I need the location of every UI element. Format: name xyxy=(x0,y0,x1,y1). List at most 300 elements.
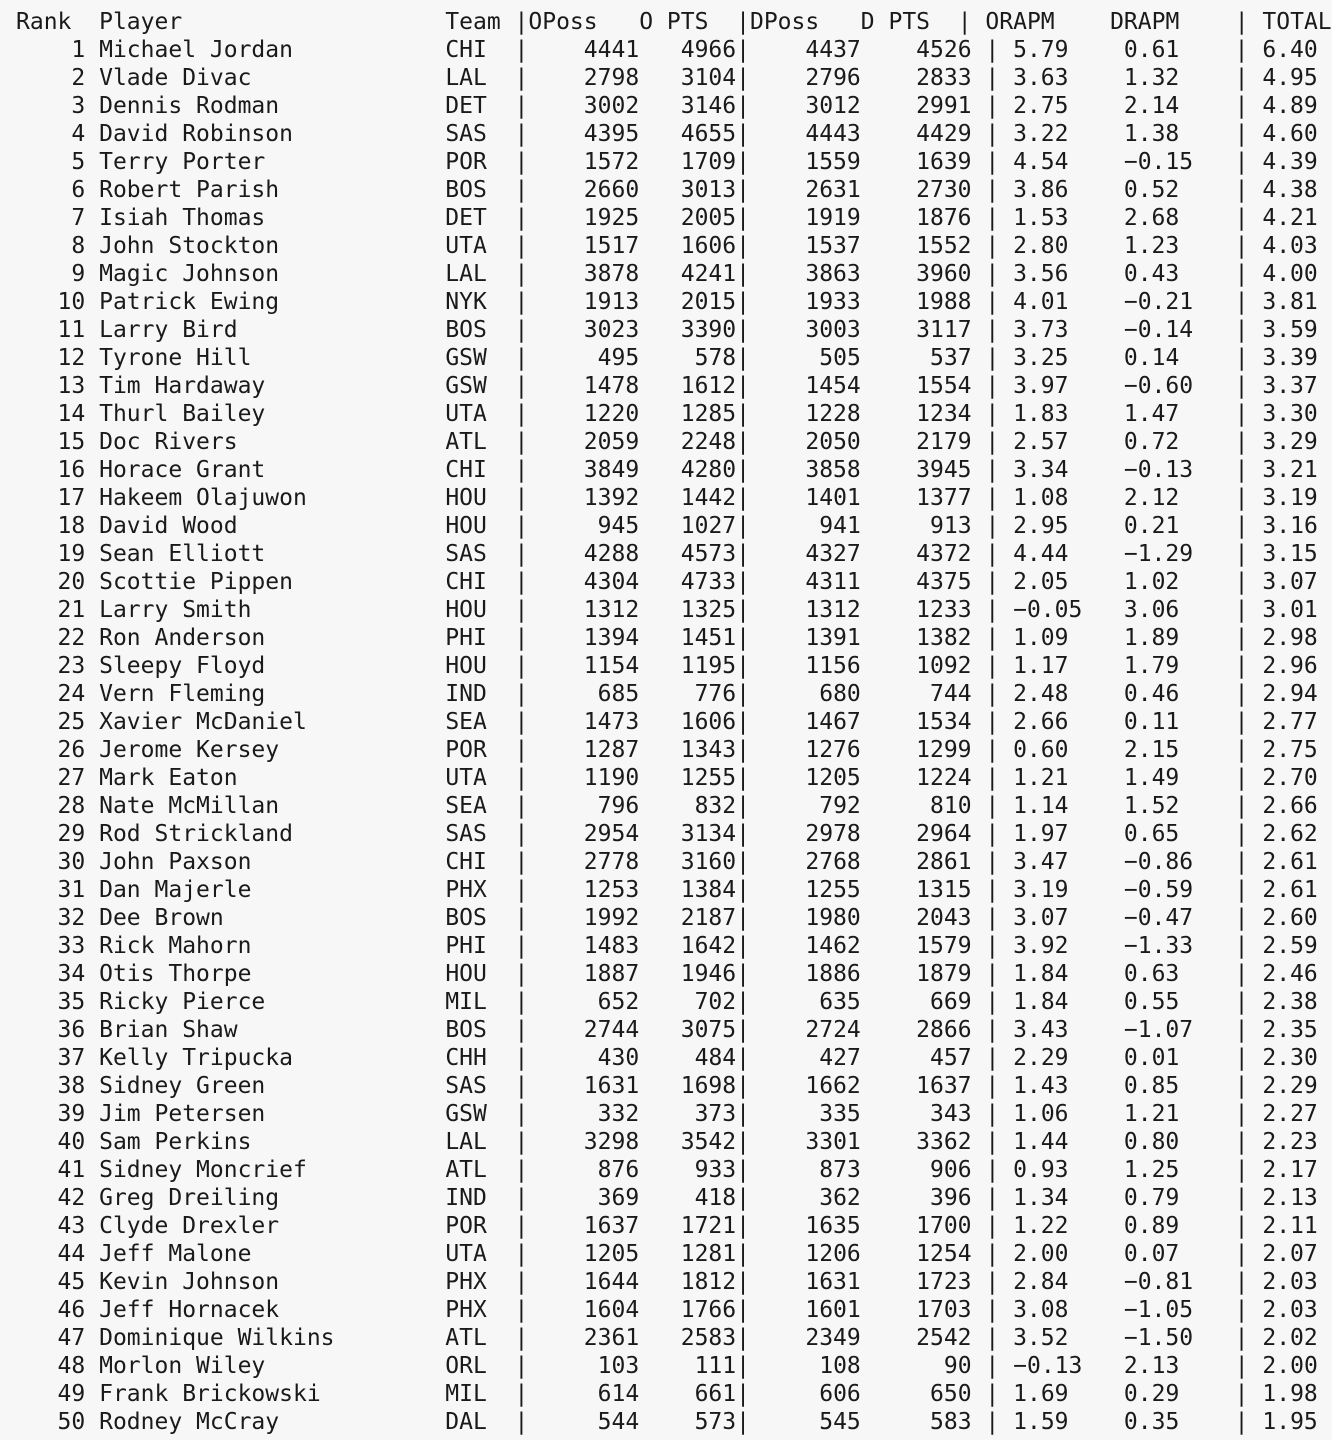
oposs-cell: 430 xyxy=(597,1045,640,1071)
dposs-cell: 1662 xyxy=(805,1073,861,1099)
rank-cell: 3 xyxy=(71,93,86,119)
orapm-cell: 3.19 xyxy=(1013,877,1069,903)
rank-cell: 32 xyxy=(57,905,86,931)
orapm-cell: 2.57 xyxy=(1013,429,1069,455)
dposs-cell: 108 xyxy=(819,1353,861,1379)
oposs-cell: 3023 xyxy=(583,317,640,343)
o-pts-cell: 3390 xyxy=(680,317,737,343)
d-pts-cell: 583 xyxy=(930,1409,972,1435)
drapm-cell: 3.06 xyxy=(1123,597,1180,623)
oposs-cell: 1913 xyxy=(583,289,640,315)
header-orapm: ORAPM xyxy=(985,9,1055,35)
team-cell: UTA xyxy=(445,1241,487,1267)
player-name: Jerome Kersey xyxy=(99,737,280,763)
oposs-cell: 1483 xyxy=(583,933,640,959)
rank-cell: 30 xyxy=(57,849,86,875)
orapm-cell: 3.34 xyxy=(1013,457,1069,483)
oposs-cell: 3849 xyxy=(583,457,640,483)
total-cell: 3.59 xyxy=(1262,317,1318,343)
player-name: Larry Smith xyxy=(99,597,252,623)
d-pts-cell: 2991 xyxy=(916,93,972,119)
o-pts-cell: 4966 xyxy=(680,37,737,63)
dposs-cell: 1559 xyxy=(805,149,861,175)
orapm-cell: 3.22 xyxy=(1013,121,1069,147)
team-cell: DET xyxy=(445,205,487,231)
orapm-cell: 2.80 xyxy=(1013,233,1069,259)
player-name: John Stockton xyxy=(99,233,280,259)
dposs-cell: 1537 xyxy=(805,233,861,259)
oposs-cell: 685 xyxy=(597,681,640,707)
player-name: Tim Hardaway xyxy=(99,373,266,399)
player-name: Ron Anderson xyxy=(99,625,266,651)
dposs-cell: 1919 xyxy=(805,205,861,231)
total-cell: 4.38 xyxy=(1262,177,1318,203)
dposs-cell: 335 xyxy=(819,1101,861,1127)
d-pts-cell: 2964 xyxy=(916,821,972,847)
drapm-cell: −0.15 xyxy=(1123,149,1194,175)
team-cell: PHX xyxy=(445,877,487,903)
total-cell: 3.81 xyxy=(1262,289,1318,315)
o-pts-cell: 484 xyxy=(694,1045,737,1071)
player-name: Vlade Divac xyxy=(99,65,252,91)
rank-cell: 24 xyxy=(57,681,86,707)
rank-cell: 21 xyxy=(57,597,86,623)
o-pts-cell: 4280 xyxy=(680,457,737,483)
d-pts-cell: 2179 xyxy=(916,429,972,455)
orapm-cell: 2.84 xyxy=(1013,1269,1069,1295)
total-cell: 2.70 xyxy=(1262,765,1318,791)
drapm-cell: 2.15 xyxy=(1123,737,1180,763)
oposs-cell: 876 xyxy=(597,1157,640,1183)
drapm-cell: 1.02 xyxy=(1123,569,1180,595)
drapm-cell: 0.21 xyxy=(1123,513,1180,539)
player-name: Jeff Hornacek xyxy=(99,1297,280,1323)
oposs-cell: 2954 xyxy=(583,821,640,847)
dposs-cell: 362 xyxy=(819,1185,861,1211)
total-cell: 2.98 xyxy=(1262,625,1318,651)
d-pts-cell: 1637 xyxy=(916,1073,972,1099)
player-name: Terry Porter xyxy=(99,149,266,175)
drapm-cell: 0.63 xyxy=(1123,961,1180,987)
dposs-cell: 4437 xyxy=(805,37,861,63)
dposs-cell: 3003 xyxy=(805,317,861,343)
total-cell: 4.03 xyxy=(1262,233,1318,259)
rank-cell: 1 xyxy=(71,37,86,63)
rank-cell: 26 xyxy=(57,737,86,763)
d-pts-cell: 3117 xyxy=(916,317,972,343)
d-pts-cell: 1234 xyxy=(916,401,972,427)
orapm-cell: −0.05 xyxy=(1013,597,1083,623)
d-pts-cell: 1377 xyxy=(916,485,972,511)
team-cell: BOS xyxy=(445,317,487,343)
drapm-cell: −0.21 xyxy=(1123,289,1194,315)
team-cell: HOU xyxy=(445,653,487,679)
orapm-cell: 3.92 xyxy=(1013,933,1069,959)
total-cell: 4.95 xyxy=(1262,65,1318,91)
team-cell: IND xyxy=(445,681,487,707)
dposs-cell: 1462 xyxy=(805,933,861,959)
dposs-cell: 1391 xyxy=(805,625,861,651)
d-pts-cell: 396 xyxy=(930,1185,972,1211)
player-name: Robert Parish xyxy=(99,177,280,203)
drapm-cell: −0.60 xyxy=(1123,373,1194,399)
oposs-cell: 1190 xyxy=(583,765,640,791)
orapm-cell: 0.93 xyxy=(1013,1157,1069,1183)
total-cell: 3.07 xyxy=(1262,569,1318,595)
team-cell: LAL xyxy=(445,261,487,287)
o-pts-cell: 111 xyxy=(694,1353,737,1379)
orapm-cell: −0.13 xyxy=(1013,1353,1083,1379)
drapm-cell: −1.07 xyxy=(1123,1017,1194,1043)
total-cell: 3.37 xyxy=(1262,373,1318,399)
oposs-cell: 1637 xyxy=(583,1213,640,1239)
o-pts-cell: 1442 xyxy=(680,485,737,511)
oposs-cell: 4441 xyxy=(583,37,640,63)
dposs-cell: 606 xyxy=(819,1381,861,1407)
team-cell: CHI xyxy=(445,37,487,63)
rank-cell: 18 xyxy=(57,513,86,539)
drapm-cell: −0.86 xyxy=(1123,849,1194,875)
o-pts-cell: 2583 xyxy=(680,1325,737,1351)
orapm-cell: 2.66 xyxy=(1013,709,1069,735)
drapm-cell: 1.79 xyxy=(1123,653,1180,679)
oposs-cell: 1887 xyxy=(583,961,640,987)
rank-cell: 44 xyxy=(57,1241,86,1267)
dposs-cell: 2978 xyxy=(805,821,861,847)
total-cell: 2.62 xyxy=(1262,821,1318,847)
orapm-cell: 3.08 xyxy=(1013,1297,1069,1323)
drapm-cell: 0.80 xyxy=(1123,1129,1180,1155)
drapm-cell: 0.14 xyxy=(1123,345,1180,371)
total-cell: 3.01 xyxy=(1262,597,1318,623)
dposs-cell: 3301 xyxy=(805,1129,861,1155)
orapm-cell: 3.52 xyxy=(1013,1325,1069,1351)
team-cell: UTA xyxy=(445,765,487,791)
oposs-cell: 1517 xyxy=(583,233,640,259)
team-cell: PHI xyxy=(445,933,487,959)
rank-cell: 15 xyxy=(57,429,86,455)
team-cell: POR xyxy=(445,1213,487,1239)
drapm-cell: 1.89 xyxy=(1123,625,1180,651)
team-cell: CHI xyxy=(445,457,487,483)
drapm-cell: 0.85 xyxy=(1123,1073,1180,1099)
orapm-cell: 5.79 xyxy=(1013,37,1069,63)
team-cell: LAL xyxy=(445,1129,487,1155)
player-name: Brian Shaw xyxy=(99,1017,238,1043)
player-name: Morlon Wiley xyxy=(99,1353,266,1379)
dposs-cell: 1601 xyxy=(805,1297,861,1323)
o-pts-cell: 1285 xyxy=(680,401,737,427)
orapm-cell: 2.29 xyxy=(1013,1045,1069,1071)
orapm-cell: 2.95 xyxy=(1013,513,1069,539)
player-name: Kevin Johnson xyxy=(99,1269,280,1295)
player-name: Frank Brickowski xyxy=(99,1381,321,1407)
o-pts-cell: 1642 xyxy=(680,933,737,959)
o-pts-cell: 1812 xyxy=(680,1269,737,1295)
total-cell: 6.40 xyxy=(1262,37,1318,63)
rank-cell: 50 xyxy=(57,1409,86,1435)
player-name: Otis Thorpe xyxy=(99,961,252,987)
team-cell: MIL xyxy=(445,1381,487,1407)
orapm-cell: 1.43 xyxy=(1013,1073,1069,1099)
oposs-cell: 495 xyxy=(597,345,640,371)
oposs-cell: 1253 xyxy=(583,877,640,903)
dposs-cell: 505 xyxy=(819,345,861,371)
o-pts-cell: 4733 xyxy=(680,569,737,595)
dposs-cell: 1933 xyxy=(805,289,861,315)
o-pts-cell: 1606 xyxy=(680,233,737,259)
total-cell: 2.66 xyxy=(1262,793,1318,819)
d-pts-cell: 2730 xyxy=(916,177,972,203)
rank-cell: 14 xyxy=(57,401,86,427)
total-cell: 3.16 xyxy=(1262,513,1318,539)
player-name: Greg Dreiling xyxy=(99,1185,280,1211)
oposs-cell: 1572 xyxy=(583,149,640,175)
oposs-cell: 1992 xyxy=(583,905,640,931)
orapm-cell: 0.60 xyxy=(1013,737,1069,763)
drapm-cell: 1.25 xyxy=(1123,1157,1180,1183)
d-pts-cell: 4429 xyxy=(916,121,972,147)
drapm-cell: 1.38 xyxy=(1123,121,1180,147)
total-cell: 2.94 xyxy=(1262,681,1318,707)
player-name: Xavier McDaniel xyxy=(99,709,307,735)
o-pts-cell: 4573 xyxy=(680,541,737,567)
orapm-cell: 3.73 xyxy=(1013,317,1069,343)
dposs-cell: 1980 xyxy=(805,905,861,931)
d-pts-cell: 1700 xyxy=(916,1213,972,1239)
oposs-cell: 4304 xyxy=(583,569,640,595)
drapm-cell: −0.13 xyxy=(1123,457,1194,483)
orapm-cell: 1.14 xyxy=(1013,793,1069,819)
orapm-cell: 1.53 xyxy=(1013,205,1069,231)
team-cell: PHX xyxy=(445,1297,487,1323)
d-pts-cell: 1639 xyxy=(916,149,972,175)
drapm-cell: 1.49 xyxy=(1123,765,1180,791)
dposs-cell: 1401 xyxy=(805,485,861,511)
rank-cell: 40 xyxy=(57,1129,86,1155)
drapm-cell: 1.23 xyxy=(1123,233,1180,259)
team-cell: CHH xyxy=(445,1045,487,1071)
player-name: Sidney Moncrief xyxy=(99,1157,307,1183)
oposs-cell: 1925 xyxy=(583,205,640,231)
drapm-cell: 0.11 xyxy=(1123,709,1180,735)
dposs-cell: 1205 xyxy=(805,765,861,791)
drapm-cell: 0.61 xyxy=(1123,37,1180,63)
drapm-cell: 0.52 xyxy=(1123,177,1180,203)
drapm-cell: −1.29 xyxy=(1123,541,1194,567)
orapm-cell: 3.25 xyxy=(1013,345,1069,371)
drapm-cell: 0.55 xyxy=(1123,989,1180,1015)
orapm-cell: 1.22 xyxy=(1013,1213,1069,1239)
o-pts-cell: 2015 xyxy=(680,289,737,315)
team-cell: GSW xyxy=(445,345,487,371)
dposs-cell: 2631 xyxy=(805,177,861,203)
total-cell: 2.77 xyxy=(1262,709,1318,735)
o-pts-cell: 702 xyxy=(694,989,737,1015)
dposs-cell: 1886 xyxy=(805,961,861,987)
total-cell: 2.23 xyxy=(1262,1129,1318,1155)
player-name: David Wood xyxy=(99,513,238,539)
orapm-cell: 1.21 xyxy=(1013,765,1069,791)
player-name: David Robinson xyxy=(99,121,293,147)
oposs-cell: 2361 xyxy=(583,1325,640,1351)
d-pts-cell: 2861 xyxy=(916,849,972,875)
o-pts-cell: 1195 xyxy=(680,653,737,679)
oposs-cell: 103 xyxy=(597,1353,640,1379)
o-pts-cell: 1281 xyxy=(680,1241,737,1267)
player-name: Dominique Wilkins xyxy=(99,1325,335,1351)
dposs-cell: 1206 xyxy=(805,1241,861,1267)
rank-cell: 35 xyxy=(57,989,86,1015)
rank-cell: 28 xyxy=(57,793,86,819)
o-pts-cell: 2248 xyxy=(680,429,737,455)
rank-cell: 37 xyxy=(57,1045,86,1071)
oposs-cell: 1478 xyxy=(583,373,640,399)
oposs-cell: 332 xyxy=(597,1101,640,1127)
total-cell: 2.03 xyxy=(1262,1297,1318,1323)
team-cell: IND xyxy=(445,1185,487,1211)
rank-cell: 46 xyxy=(57,1297,86,1323)
drapm-cell: 0.72 xyxy=(1123,429,1180,455)
o-pts-cell: 4241 xyxy=(680,261,737,287)
orapm-cell: 1.69 xyxy=(1013,1381,1069,1407)
oposs-cell: 614 xyxy=(597,1381,640,1407)
rank-cell: 8 xyxy=(71,233,86,259)
team-cell: PHI xyxy=(445,625,487,651)
d-pts-cell: 2866 xyxy=(916,1017,972,1043)
team-cell: DET xyxy=(445,93,487,119)
player-name: Larry Bird xyxy=(99,317,238,343)
oposs-cell: 544 xyxy=(597,1409,640,1435)
o-pts-cell: 3134 xyxy=(680,821,737,847)
player-name: Thurl Bailey xyxy=(99,401,266,427)
orapm-cell: 3.43 xyxy=(1013,1017,1069,1043)
oposs-cell: 1220 xyxy=(583,401,640,427)
orapm-cell: 1.17 xyxy=(1013,653,1069,679)
drapm-cell: 0.79 xyxy=(1123,1185,1180,1211)
orapm-cell: 3.86 xyxy=(1013,177,1069,203)
d-pts-cell: 1703 xyxy=(916,1297,972,1323)
player-name: Dennis Rodman xyxy=(99,93,280,119)
total-cell: 2.46 xyxy=(1262,961,1318,987)
rank-cell: 39 xyxy=(57,1101,86,1127)
d-pts-cell: 457 xyxy=(930,1045,972,1071)
player-name: Horace Grant xyxy=(99,457,266,483)
drapm-cell: 0.89 xyxy=(1123,1213,1180,1239)
o-pts-cell: 1766 xyxy=(680,1297,737,1323)
total-cell: 2.61 xyxy=(1262,877,1318,903)
rank-cell: 48 xyxy=(57,1353,86,1379)
oposs-cell: 1287 xyxy=(583,737,640,763)
dposs-cell: 2768 xyxy=(805,849,861,875)
dposs-cell: 1156 xyxy=(805,653,861,679)
player-name: Hakeem Olajuwon xyxy=(99,485,307,511)
rank-cell: 25 xyxy=(57,709,86,735)
oposs-cell: 1644 xyxy=(583,1269,640,1295)
rapm-table: Rank Player Team |OPoss O PTS |DPoss D PTS | ORAPM DRAPM | TOTAL 1 Michael Jordan CHI | 4441 4966| 4437 4526 | 5.79 0.61 | 6.40 2 Vlade Divac LAL | 2798 3104| 2796 2833 | 3.63 1.32 | 4.95 3 Dennis Rodman DET | 3002 3146| 3012 2991 | 2.75 2.14 | 4.89 4 David Robinson SAS | 4395 4655| 4443 4429 | 3.22 1.38 | 4.60 5 Terry Porter POR | 1572 1709| 1559 1639 | 4.54 −0.15 | 4.39 6 Robert Parish BOS | 2660 3013| 2631 2730 | 3.86 0.52 | 4.38 7 Isiah Thomas DET | 1925 2005| 1919 1876 | 1.53 2.68 | 4.21 8 John Stockton UTA | 1517 1606| 1537 1552 | 2.80 1.23 | 4.03 9 Magic Johnson LAL | 3878 4241| 3863 3960 | 3.56 0.43 | 4.00 10 Patrick Ewing NYK | 1913 2015| 1933 1988 | 4.01 −0.21 | 3.81 11 Larry Bird BOS | 3023 3390| 3003 3117 | 3.73 −0.14 | 3.59 12 Tyrone Hill GSW | 495 578| 505 537 | 3.25 0.14 | 3.39 13 Tim Hardaway GSW | 1478 1612| 1454 1554 | 3.97 −0.60 | 3.37 14 Thurl Bailey UTA | 1220 1285| 1228 1234 | 1.83 1.47 | 3.30 15 Doc Rivers ATL | 2059 2248| 2050 2179 | 2.57 0.72 | 3.29 16 Horace Grant CHI | 3849 4280| 3858 3945 | 3.34 −0.13 | 3.21 17 Hakeem Olajuwon HOU | 1392 1442| 1401 1377 | 1.08 2.12 | 3.19 18 David Wood HOU | 945 1027| 941 913 | 2.95 0.21 | 3.16 19 Sean Elliott SAS | 4288 4573| 4327 4372 | 4.44 −1.29 | 3.15 20 Scottie Pippen CHI | 4304 4733| 4311 4375 | 2.05 1.02 | 3.07 21 Larry Smith HOU | 1312 1325| 1312 1233 | −0.05 3.06 | 3.01 22 Ron Anderson PHI | 1394 1451| 1391 1382 | 1.09 1.89 | 2.98 23 Sleepy Floyd HOU | 1154 1195| 1156 1092 | 1.17 1.79 | 2.96 24 Vern Fleming IND | 685 776| 680 744 | 2.48 0.46 | 2.94 25 Xavier McDaniel SEA | 1473 1606| 1467 1534 | 2.66 0.11 | 2.77 26 Jerome Kersey POR | 1287 1343| 1276 1299 | 0.60 2.15 | 2.75 27 Mark Eaton UTA | 1190 1255| 1205 1224 | 1.21 1.49 | 2.70 28 Nate McMillan SEA | 796 832| 792 810 | 1.14 1.52 | 2.66 29 Rod Strickland SAS | 2954 3134| 2978 2964 | 1.97 0.65 | 2.62 30 John Paxson CHI | 2778 3160| 2768 2861 | 3.47 −0.86 | 2.61 31 Dan Majerle PHX | 1253 1384| 1255 1315 | 3.19 −0.59 | 2.61 32 Dee Brown BOS | 1992 2187| 1980 2043 | 3.07 −0.47 | 2.60 33 Rick Mahorn PHI | 1483 1642| 1462 1579 | 3.92 −1.33 | 2.59 34 Otis Thorpe HOU | 1887 1946| 1886 1879 | 1.84 0.63 | 2.46 35 Ricky Pierce MIL | 652 702| 635 669 | 1.84 0.55 | 2.38 36 Brian Shaw BOS | 2744 3075| 2724 2866 | 3.43 −1.07 | 2.35 37 Kelly Tripucka CHH | 430 484| 427 457 | 2.29 0.01 | 2.30 38 Sidney Green SAS | 1631 1698| 1662 1637 | 1.43 0.85 | 2.29 39 Jim Petersen GSW | 332 373| 335 343 | 1.06 1.21 | 2.27 40 Sam Perkins LAL | 3298 3542| 3301 3362 | 1.44 0.80 | 2.23 41 Sidney Moncrief ATL | 876 933| 873 906 | 0.93 1.25 | 2.17 42 Greg Dreiling IND | 369 418| 362 396 | 1.34 0.79 | 2.13 43 Clyde Drexler POR | 1637 1721| 1635 1700 | 1.22 0.89 | 2.11 44 Jeff Malone UTA | 1205 1281| 1206 1254 | 2.00 0.07 | 2.07 45 Kevin Johnson PHX | 1644 1812| 1631 1723 | 2.84 −0.81 | 2.03 46 Jeff Hornacek PHX | 1604 1766| 1601 1703 | 3.08 −1.05 | 2.03 47 Dominique Wilkins ATL | 2361 2583| 2349 2542 | 3.52 −1.50 | 2.02 48 Morlon Wiley ORL | 103 111| 108 90 | −0.13 2.13 | 2.00 49 Frank Brickowski MIL | 614 661| 606 650 | 1.69 0.29 | 1.98 50 Rodney McCray DAL | 544 573| 545 583 | 1.59 0.35 | 1.95 xyxy=(16,9,1332,1435)
dposs-cell: 4327 xyxy=(805,541,861,567)
total-cell: 4.21 xyxy=(1262,205,1318,231)
o-pts-cell: 832 xyxy=(694,793,737,819)
oposs-cell: 2059 xyxy=(583,429,640,455)
team-cell: SEA xyxy=(445,709,487,735)
d-pts-cell: 669 xyxy=(930,989,972,1015)
total-cell: 1.98 xyxy=(1262,1381,1318,1407)
dposs-cell: 873 xyxy=(819,1157,861,1183)
player-name: Michael Jordan xyxy=(99,37,293,63)
dposs-cell: 2050 xyxy=(805,429,861,455)
total-cell: 2.27 xyxy=(1262,1101,1318,1127)
oposs-cell: 1205 xyxy=(583,1241,640,1267)
total-cell: 3.39 xyxy=(1262,345,1318,371)
team-cell: ORL xyxy=(445,1353,487,1379)
d-pts-cell: 4526 xyxy=(916,37,972,63)
total-cell: 2.60 xyxy=(1262,905,1318,931)
player-name: Ricky Pierce xyxy=(99,989,266,1015)
oposs-cell: 1604 xyxy=(583,1297,640,1323)
o-pts-cell: 1612 xyxy=(680,373,737,399)
drapm-cell: 1.32 xyxy=(1123,65,1180,91)
o-pts-cell: 1384 xyxy=(680,877,737,903)
d-pts-cell: 1224 xyxy=(916,765,972,791)
d-pts-cell: 4375 xyxy=(916,569,972,595)
d-pts-cell: 906 xyxy=(930,1157,972,1183)
drapm-cell: 0.46 xyxy=(1123,681,1180,707)
orapm-cell: 3.07 xyxy=(1013,905,1069,931)
oposs-cell: 3878 xyxy=(583,261,640,287)
header-drapm: DRAPM xyxy=(1110,9,1180,35)
drapm-cell: −1.50 xyxy=(1123,1325,1194,1351)
d-pts-cell: 90 xyxy=(943,1353,972,1379)
oposs-cell: 1392 xyxy=(583,485,640,511)
dposs-cell: 1312 xyxy=(805,597,861,623)
orapm-cell: 3.56 xyxy=(1013,261,1069,287)
player-name: Rodney McCray xyxy=(99,1409,280,1435)
team-cell: HOU xyxy=(445,485,487,511)
total-cell: 2.38 xyxy=(1262,989,1318,1015)
rank-cell: 9 xyxy=(71,261,86,287)
d-pts-cell: 1092 xyxy=(916,653,972,679)
d-pts-cell: 2542 xyxy=(916,1325,972,1351)
dposs-cell: 635 xyxy=(819,989,861,1015)
team-cell: POR xyxy=(445,149,487,175)
team-cell: SAS xyxy=(445,1073,487,1099)
dposs-cell: 2349 xyxy=(805,1325,861,1351)
total-cell: 2.75 xyxy=(1262,737,1318,763)
dposs-cell: 1276 xyxy=(805,737,861,763)
dposs-cell: 3012 xyxy=(805,93,861,119)
d-pts-cell: 1254 xyxy=(916,1241,972,1267)
total-cell: 4.39 xyxy=(1262,149,1318,175)
player-name: Scottie Pippen xyxy=(99,569,293,595)
d-pts-cell: 913 xyxy=(930,513,972,539)
d-pts-cell: 2833 xyxy=(916,65,972,91)
rank-cell: 47 xyxy=(57,1325,86,1351)
o-pts-cell: 573 xyxy=(694,1409,737,1435)
orapm-cell: 4.44 xyxy=(1013,541,1069,567)
team-cell: DAL xyxy=(445,1409,487,1435)
rank-cell: 4 xyxy=(71,121,86,147)
oposs-cell: 652 xyxy=(597,989,640,1015)
o-pts-cell: 1606 xyxy=(680,709,737,735)
rank-cell: 43 xyxy=(57,1213,86,1239)
player-name: Doc Rivers xyxy=(99,429,238,455)
team-cell: NYK xyxy=(445,289,487,315)
o-pts-cell: 3104 xyxy=(680,65,737,91)
dposs-cell: 3863 xyxy=(805,261,861,287)
rank-cell: 31 xyxy=(57,877,86,903)
oposs-cell: 2744 xyxy=(583,1017,640,1043)
